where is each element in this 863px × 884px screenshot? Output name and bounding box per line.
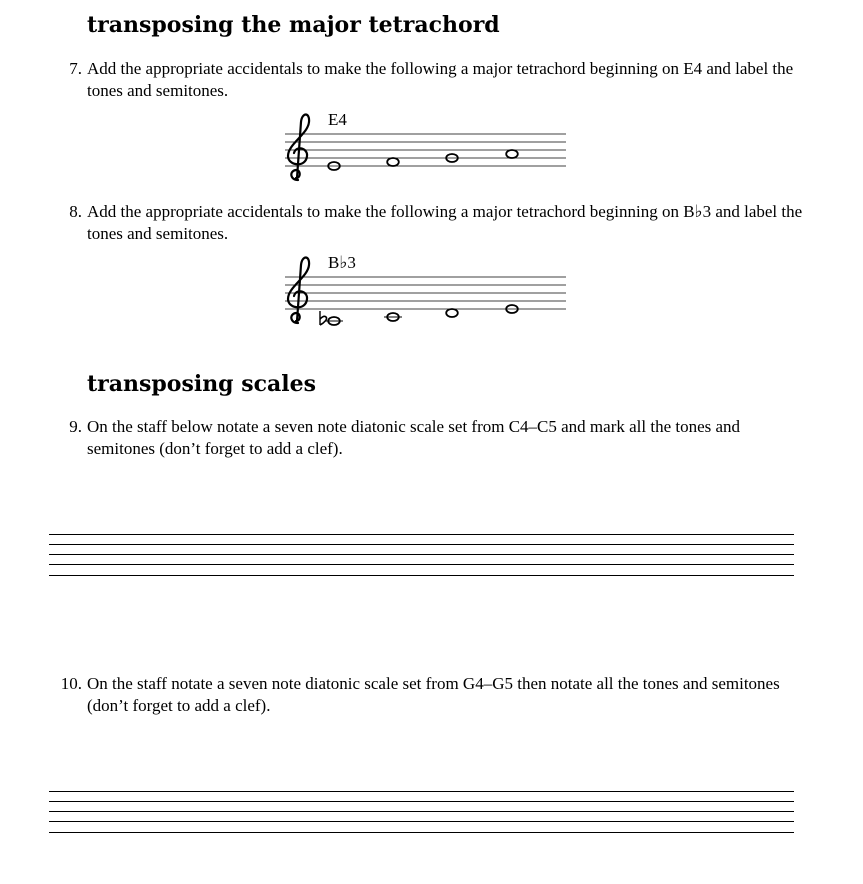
exercise-number: 9. [69, 417, 82, 436]
note-a4 [506, 150, 518, 158]
blank-staff-exercise-9[interactable] [49, 534, 794, 578]
exercise-7 [50, 58, 812, 102]
flat-sign-icon [320, 311, 327, 325]
staff-line [49, 832, 794, 833]
staff-lines [285, 134, 566, 166]
note-f4 [387, 158, 399, 166]
exercise-number: 8. [69, 202, 82, 221]
music-staff-exercise-7 [280, 108, 570, 188]
exercise-instructions: Add the appropriate accidentals to make the following a major tetrachord beginning on B♭3 and label the tones and semitones. [87, 202, 803, 243]
exercise-instructions: On the staff notate a seven note diatonic scale set from G4–G5 then notate all the tones and semitones (don’t forget to add a clef). [87, 674, 780, 715]
staff-line [49, 811, 794, 812]
staff-line [49, 534, 794, 535]
staff-label: E4 [328, 110, 347, 129]
section-heading-scales: transposing scales [87, 371, 317, 397]
staff-line [49, 554, 794, 555]
exercise-instructions: Add the appropriate accidentals to make the following a major tetrachord beginning on E4 and label the tones and semitones. [87, 59, 794, 100]
staff-line [49, 575, 794, 576]
section-heading-tetrachord: transposing the major tetrachord [87, 12, 500, 38]
staff-line [49, 564, 794, 565]
exercise-10 [50, 673, 812, 717]
treble-clef-icon [288, 115, 309, 181]
staff-lines [285, 277, 566, 309]
exercise-number: 10. [60, 674, 82, 693]
staff-label: B♭3 [328, 253, 356, 272]
staff-line [49, 791, 794, 792]
staff-line [49, 801, 794, 802]
staff-line [49, 821, 794, 822]
exercise-number: 7. [69, 59, 82, 78]
treble-clef-icon [288, 258, 309, 324]
exercise-8 [50, 201, 812, 245]
staff-line [49, 544, 794, 545]
blank-staff-exercise-10[interactable] [49, 791, 794, 835]
music-staff-exercise-8 [280, 251, 570, 331]
exercise-instructions: On the staff below notate a seven note diatonic scale set from C4–C5 and mark all the tones and semitones (don’t forget to add a clef). [87, 417, 741, 458]
note-d4 [446, 309, 458, 317]
note-b-flat-3 [320, 311, 343, 325]
note-c4 [384, 313, 402, 321]
exercise-9 [50, 416, 812, 460]
